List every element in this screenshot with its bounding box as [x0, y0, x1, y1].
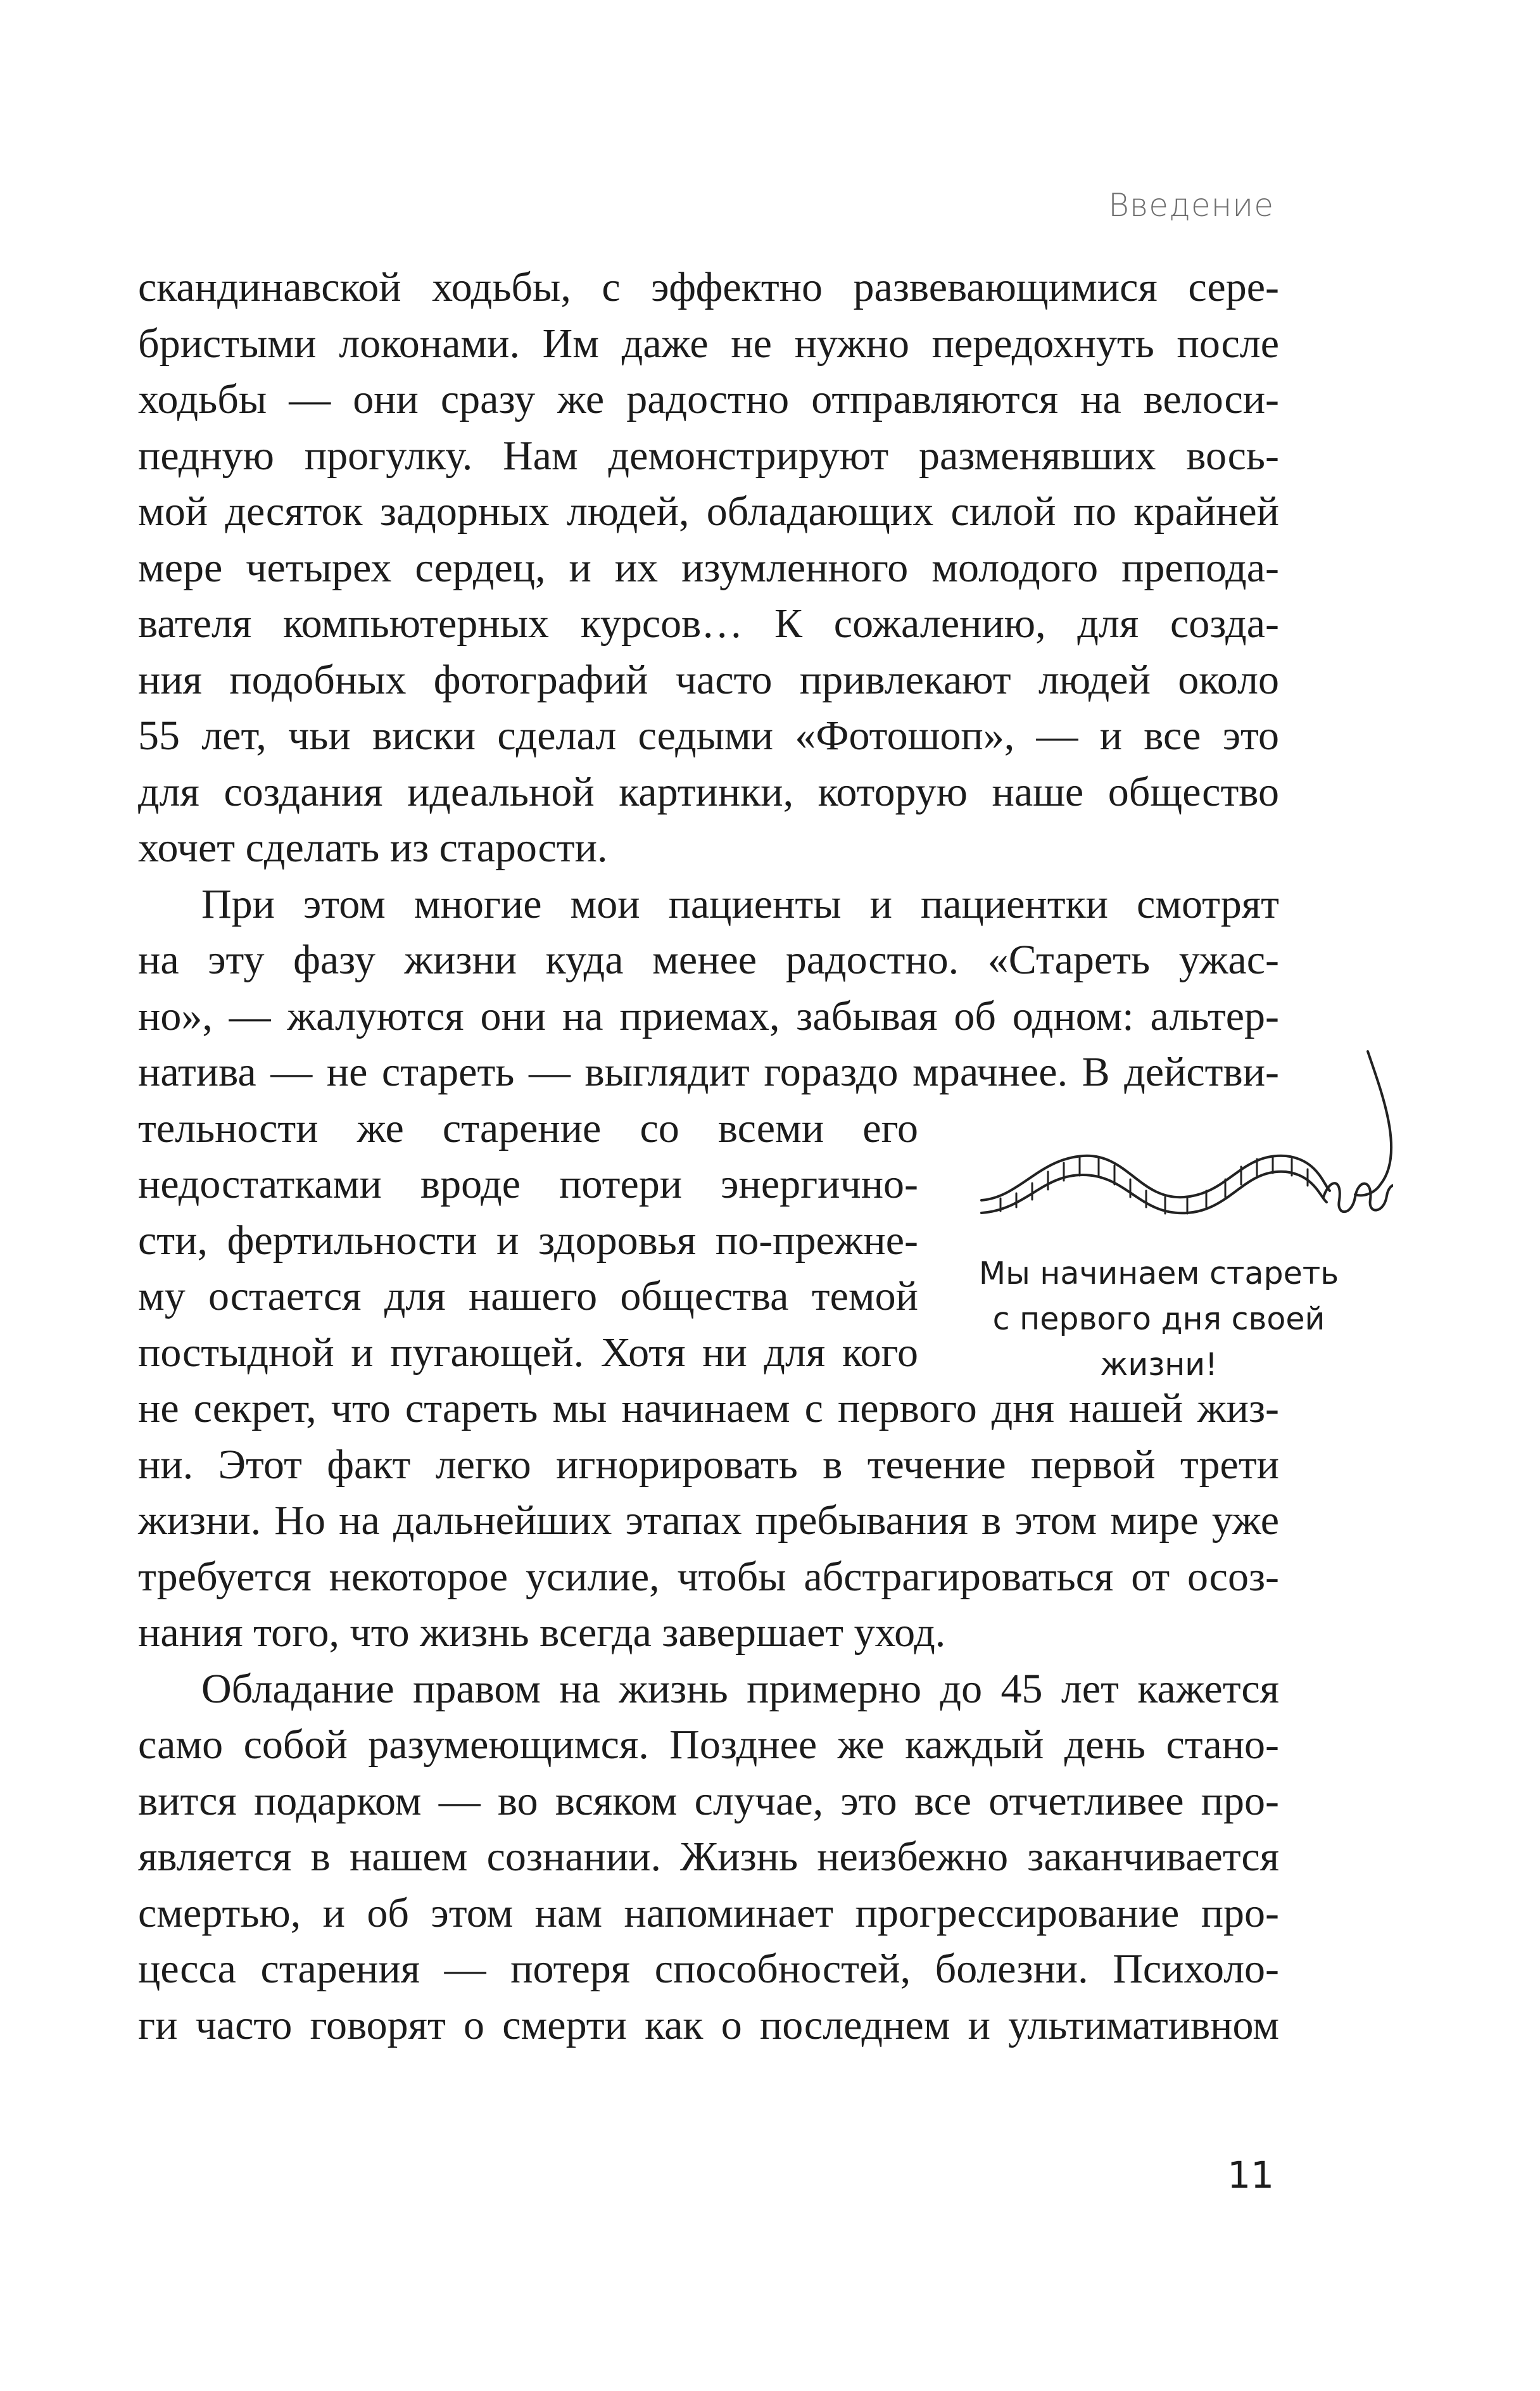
text-line: мере четырех сердец, и их изумленного молодого препода-	[138, 544, 1279, 591]
text-line: ни. Этот факт легко игнорировать в течение первой трети	[138, 1441, 1279, 1488]
text-line: ходьбы — они сразу же радостно отправляются на велоси-	[138, 376, 1279, 422]
text-line: ния подобных фотографий часто привлекают людей около	[138, 656, 1279, 703]
text-line: но», — жалуются они на приемах, забывая об одном: альтер-	[138, 993, 1279, 1039]
text-line: сти, фертильности и здоровья по-прежне-	[138, 1217, 918, 1264]
text-line: само собой разумеющимся. Позднее же каждый день стано-	[138, 1722, 1279, 1768]
text-line: натива — не стареть — выглядит гораздо мрачнее. В действи-	[138, 1049, 1279, 1095]
text-line: нания того, что жизнь всегда завершает уход.	[138, 1609, 946, 1656]
figure-caption	[944, 1251, 1374, 1388]
text-line: 55 лет, чьи виски сделал седыми «Фотошоп», — и все это	[138, 713, 1279, 759]
text-line: не секрет, что стареть мы начинаем с первого дня нашей жиз-	[138, 1385, 1279, 1431]
text-line: жизни. Но на дальнейших этапах пребывания в этом мире уже	[138, 1497, 1279, 1544]
paragraph	[138, 1661, 1279, 2054]
caption-line: с первого дня своей жизни!	[992, 1301, 1325, 1383]
text-line: ги часто говорят о смерти как о последнем и ультимативном	[138, 2001, 1279, 2048]
text-line: постыдной и пугающей. Хотя ни для кого	[138, 1329, 918, 1376]
text-line: вателя компьютерных курсов… К сожалению, для созда-	[138, 600, 1279, 647]
text-line: цесса старения — потеря способностей, болезни. Психоло-	[138, 1946, 1279, 1992]
text-line: мой десяток задорных людей, обладающих силой по крайней	[138, 488, 1279, 535]
text-line: вится подарком — во всяком случае, это все отчетливее про-	[138, 1777, 1279, 1824]
text-line: педную прогулку. Нам демонстрируют разменявших вось-	[138, 432, 1279, 479]
text-line: смертью, и об этом нам напоминает прогрессирование про-	[138, 1889, 1279, 1936]
text-line: му остается для нашего общества темой	[138, 1273, 918, 1319]
text-line: бристыми локонами. Им даже не нужно передохнуть после	[138, 320, 1279, 367]
text-line: недостатками вроде потери энергично-	[138, 1161, 918, 1207]
paragraph	[138, 260, 1279, 877]
text-line: Обладание правом на жизнь примерно до 45 лет кажется	[201, 1665, 1279, 1712]
text-line: тельности же старение со всеми его	[138, 1105, 918, 1151]
page-number: 11	[1227, 2153, 1274, 2197]
caption-line: Мы начинаем стареть	[978, 1255, 1339, 1291]
text-line: При этом многие мои пациенты и пациентки смотрят	[201, 880, 1279, 927]
text-line: является в нашем сознании. Жизнь неизбежно заканчивается	[138, 1834, 1279, 1880]
running-head: Введение	[1108, 187, 1274, 224]
text-line: скандинавской ходьбы, с эффектно развевающимися сере-	[138, 264, 1279, 310]
text-line: хочет сделать из старости.	[138, 825, 608, 871]
text-line: на эту фазу жизни куда менее радостно. «Стареть ужас-	[138, 937, 1279, 983]
text-line: требуется некоторое усилие, чтобы абстрагироваться от осоз-	[138, 1553, 1279, 1600]
text-line: для создания идеальной картинки, которую наше общество	[138, 768, 1279, 815]
